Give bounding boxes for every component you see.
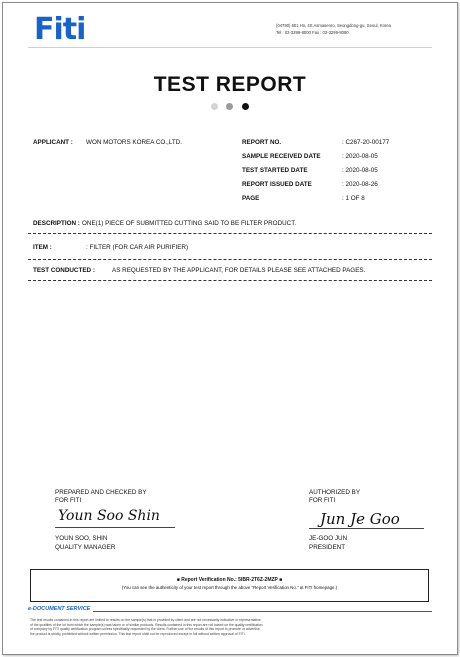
prepared-role: QUALITY MANAGER (55, 544, 116, 551)
prepared-name: YOUN SOO, SHIN (55, 535, 108, 542)
fine-print-line: of the qualities of the lot from which the sample(s) was taken or of similar products. Results contained in this report are not based on the quality certification (30, 622, 263, 627)
verification-box (30, 569, 429, 602)
separator (28, 233, 432, 234)
verification-number: ■ Report Verification No.: 5IBR-2T6Z-2MZP ■ (176, 577, 283, 583)
contact-line: Tel : 02-3299-8000 Fax : 02-3299-8090 (276, 30, 349, 35)
page-value: : 1 OF 8 (342, 195, 365, 202)
dot-medium (226, 103, 233, 110)
report-no-label: REPORT NO. (242, 139, 282, 146)
prepared-signature: Youn Soo Shin (58, 508, 160, 524)
company-address (276, 22, 391, 36)
fiti-logo: Fiti (34, 12, 86, 47)
report-title: TEST REPORT (153, 73, 307, 96)
applicant-label: APPLICANT : (33, 139, 73, 146)
separator (28, 259, 432, 260)
applicant-value: WON MOTORS KOREA CO.,LTD. (86, 139, 182, 146)
dot-dark (242, 103, 249, 110)
fine-print-line: the product is strictly prohibited without written permission. This test report shall not be reproduced except in full without written approval of FITI. (30, 631, 246, 636)
description-label: DESCRIPTION : (33, 220, 80, 227)
test-conducted-value: AS REQUESTED BY THE APPLICANT, FOR DETAILS PLEASE SEE ATTACHED PAGES. (112, 267, 366, 274)
sample-received-label: SAMPLE RECEIVED DATE (242, 153, 321, 160)
authorized-name: JE-GOO JUN (309, 535, 348, 542)
e-document-service-title: e-DOCUMENT SERVICE (28, 606, 93, 612)
sample-received-value: : 2020-08-05 (342, 153, 378, 160)
test-started-label: TEST STARTED DATE (242, 167, 308, 174)
item-label: ITEM : (33, 244, 52, 251)
dot-light (211, 103, 218, 110)
description-value: ONE(1) PIECE OF SUBMITTED CUTTING SAID TO BE FILTER PRODUCT. (82, 220, 297, 227)
prepared-signature-line (55, 527, 175, 528)
authorized-signature: Jun Je Goo (320, 510, 400, 528)
address-line: (04790) 601 Ho, 4S Asmasenro, Seongdong-gu, Seoul, Korea (276, 23, 392, 28)
prepared-for-fiti: FOR FITI (55, 497, 82, 504)
prepared-by-heading: PREPARED AND CHECKED BY (55, 489, 147, 496)
authorized-role: PRESIDENT (309, 544, 346, 551)
document-page (2, 2, 458, 655)
fine-print-line: The test results contained in this report are limited to results on the sample(s) that is provided by client and are not necessarily indicative or representative (30, 618, 261, 622)
test-conducted-label: TEST CONDUCTED : (33, 267, 95, 274)
report-no-value: : C267-20-00177 (342, 139, 390, 146)
authorized-signature-line (309, 528, 424, 529)
report-issued-label: REPORT ISSUED DATE (242, 181, 312, 188)
fine-print-line: of company by FITI quality certification program unless specifically requested by the client. Further use of the results of this report to promote or advertise (30, 627, 260, 632)
service-fine-print (30, 618, 430, 636)
report-issued-value: : 2020-08-26 (342, 181, 378, 188)
header-divider (28, 47, 432, 48)
item-value: : FILTER (FOR CAR AIR PURIFIER) (86, 244, 189, 251)
authorized-for-fiti: FOR FITI (309, 497, 336, 504)
page-label: PAGE (242, 195, 260, 202)
verification-note: (You can see the authenticity of your test report through the above "Report Verification No." at FITI homepage.) (121, 585, 338, 590)
test-started-value: : 2020-08-05 (342, 167, 378, 174)
authorized-by-heading: AUTHORIZED BY (309, 489, 361, 496)
separator (28, 280, 432, 281)
